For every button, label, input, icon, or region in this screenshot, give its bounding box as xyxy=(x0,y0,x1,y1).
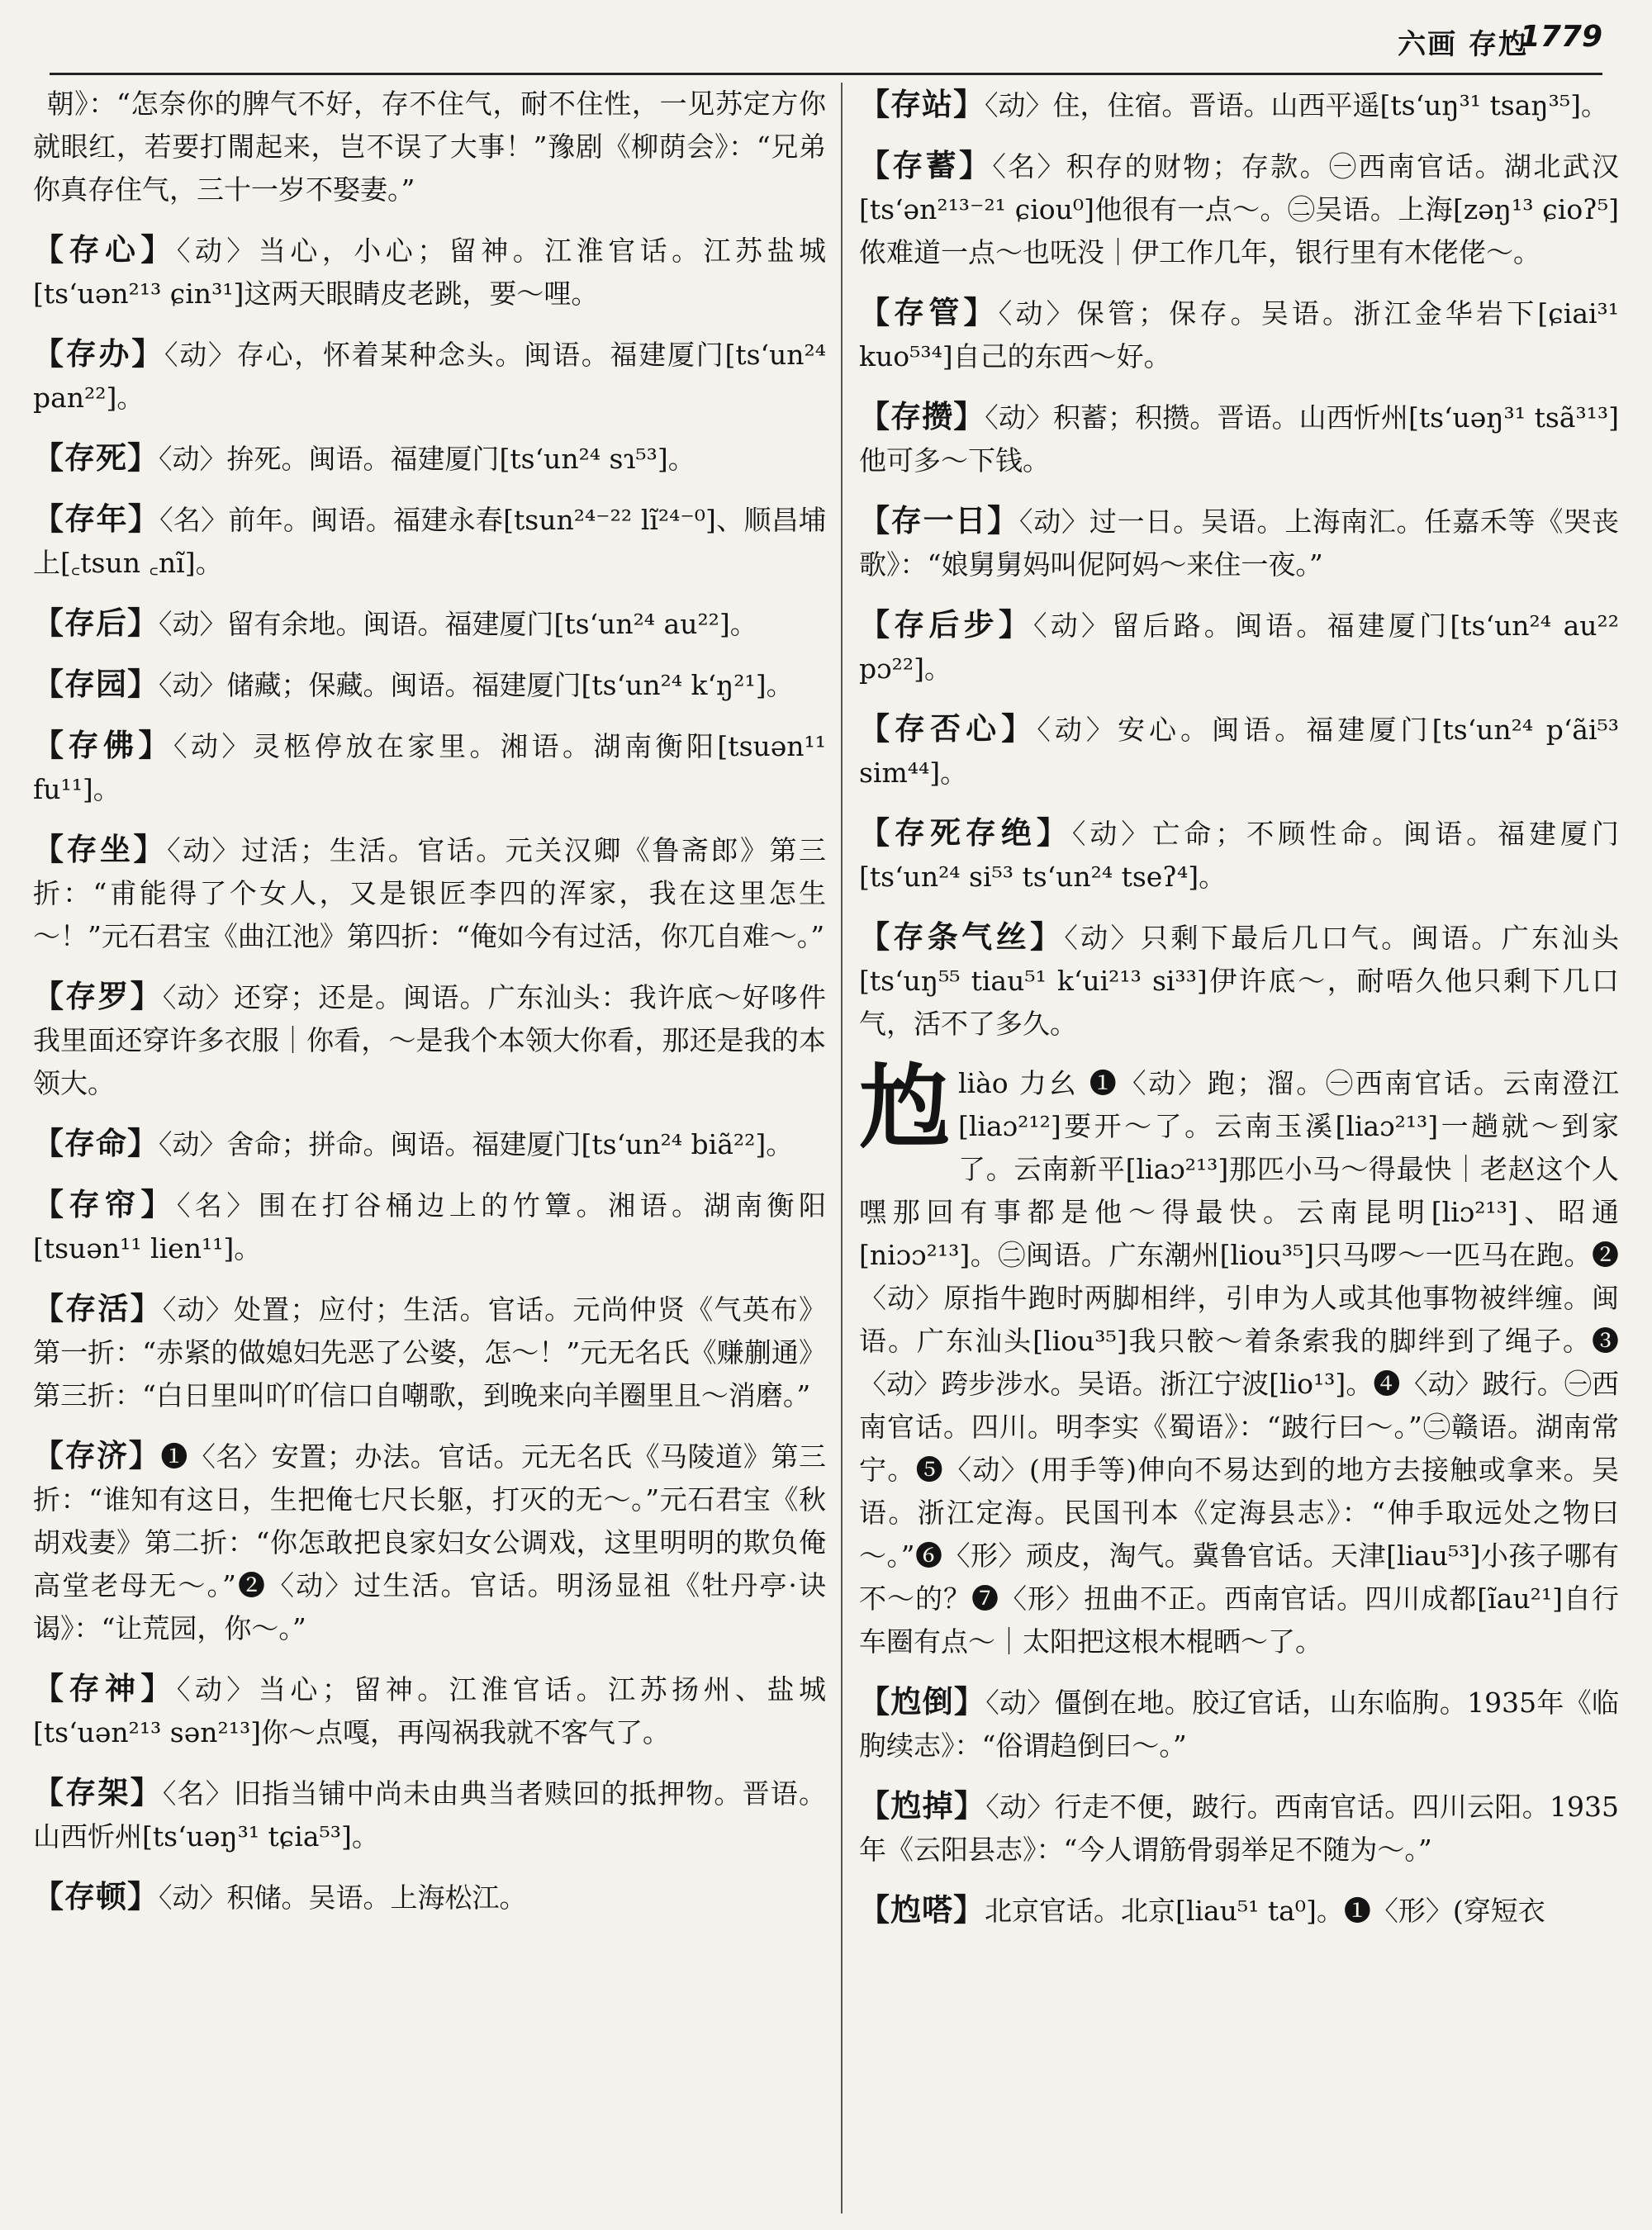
dictionary-entry xyxy=(33,1183,826,1270)
entry-headword: 【存架】 xyxy=(33,1774,163,1810)
entry-text: 〈动〉灵柩停放在家里。湘语。湖南衡阳[tsuən¹¹ fu¹¹]。 xyxy=(33,730,827,805)
dictionary-entry xyxy=(33,1434,826,1650)
entry-headword: 【尥掉】 xyxy=(859,1787,986,1824)
entry-headword: 【尥倒】 xyxy=(859,1683,986,1720)
entry-text: 〈动〉行走不便，跛行。西南官话。四川云阳。1935年《云阳县志》：“今人谓筋骨弱举足不随为～。” xyxy=(859,1791,1619,1866)
entry-headword: 【存站】 xyxy=(859,86,985,122)
dictionary-entry xyxy=(859,291,1619,378)
dictionary-entry xyxy=(859,707,1619,795)
entry-text: 〈动〉保管；保存。吴语。浙江金华岩下[ɕiai³¹ kuo⁵³⁴]自己的东西～好。 xyxy=(859,297,1619,372)
entry-headword: 【存济】 xyxy=(33,1437,161,1473)
entry-text: 〈动〉当心，小心；留神。江淮官话。江苏盐城[ts‘uən²¹³ ɕin³¹]这两天眼睛皮老跳，要～哩。 xyxy=(33,235,827,310)
entry-text: 〈动〉亡命；不顾性命。闽语。福建厦门[ts‘un²⁴ si⁵³ ts‘un²⁴ tseʔ⁴]。 xyxy=(859,818,1620,893)
entry-headword: 【存神】 xyxy=(33,1670,177,1706)
entry-text: 〈动〉留有余地。闽语。福建厦门[ts‘un²⁴ au²²]。 xyxy=(159,608,757,640)
entry-text: 朝》：“怎奈你的脾气不好，存不住气，耐不住性，一见苏定方你就眼红，若要打閙起来，岂不误了大事！”豫剧《柳荫会》：“兄弟你真存住气，三十一岁不娶妻。” xyxy=(33,88,826,206)
entry-text: 〈动〉存心，怀着某种念头。闽语。福建厦门[ts‘un²⁴ pan²²]。 xyxy=(33,339,826,414)
dictionary-entry xyxy=(33,83,826,211)
running-head: 六画 存尥 xyxy=(1398,28,1528,61)
dictionary-entry xyxy=(33,662,826,707)
entry-text: 〈名〉积存的财物；存款。㊀西南官话。湖北武汉[ts‘ən²¹³⁻²¹ ɕiou⁰]他很有一点～。㊁吴语。上海[zəŋ¹³ ɕioʔ⁵]侬难道一点～也呒没｜伊工作几年，银行里有木佬佬～。 xyxy=(859,150,1620,268)
entry-headword: 【存命】 xyxy=(33,1125,159,1161)
entry-text: 〈动〉僵倒在地。胶辽官话，山东临朐。1935年《临朐续志》：“俗谓趋倒曰～。” xyxy=(859,1687,1619,1762)
dictionary-entry xyxy=(859,603,1619,690)
dictionary-entry xyxy=(33,436,826,481)
dictionary-entry xyxy=(33,724,826,811)
main-character: 尥 xyxy=(859,1054,950,1160)
entry-text: liào 力幺 ❶〈动〉跑；溜。㊀西南官话。云南澄江[liaɔ²¹²]要开～了。云南玉溪[liaɔ²¹³]一趟就～到家了。云南新平[liaɔ²¹³]那匹小马～得最快｜老赵这个人嘿那回有事都是他～得最快。云南昆明[liɔ²¹³]、昭通[niɔɔ²¹³]。㊁闽语。广东潮州[liou³⁵]只马啰～一匹马在跑。❷〈动〉原指牛跑时两脚相绊，引申为人或其他事物被绊缠。闽语。广东汕头[liou³⁵]我只骹～着条索我的脚绊到了绳子。❸〈动〉跨步涉水。吴语。浙江宁波[lio¹³]。❹〈动〉跛行。㊀西南官话。四川。明李实《蜀语》：“跛行曰～。”㊁赣语。湖南常宁。❺〈动〉(用手等)伸向不易达到的地方去接触或拿来。吴语。浙江定海。民国刊本《定海县志》：“伸手取远处之物曰～。”❻〈形〉顽皮，淘气。冀鲁官话。天津[liau⁵³]小孩子哪有不～的？❼〈形〉扭曲不正。西南官话。四川成都[ĩau²¹]自行车圈有点～｜太阳把这根木棍晒～了。 xyxy=(859,1067,1619,1658)
entry-text: 〈动〉当心；留神。江淮官话。江苏扬州、盐城[ts‘uən²¹³ sən²¹³]你～点嘎，再闯祸我就不客气了。 xyxy=(33,1673,827,1748)
entry-text: 北京官话。北京[liau⁵¹ ta⁰]。❶〈形〉(穿短衣 xyxy=(985,1895,1545,1927)
dictionary-entry xyxy=(859,395,1619,482)
dictionary-entry xyxy=(33,1122,826,1166)
entry-headword: 【存顿】 xyxy=(33,1878,159,1914)
dictionary-entry xyxy=(859,811,1619,899)
dictionary-entry xyxy=(33,828,826,958)
main-character-entry xyxy=(859,1054,1619,1663)
dictionary-entry xyxy=(33,601,826,646)
entry-headword: 【存办】 xyxy=(33,335,164,372)
entry-text: 〈动〉安心。闽语。福建厦门[ts‘un²⁴ p‘ãi⁵³ sim⁴⁴]。 xyxy=(859,714,1619,789)
entry-text: 〈动〉过活；生活。官话。元关汉卿《鲁斋郎》第三折：“甫能得了个女人，又是银匠李四的浑家，我在这里怎生～！”元石君宝《曲江池》第四折：“俺如今有过活，你兀自难～。” xyxy=(33,834,827,952)
entry-headword: 【存条气丝】 xyxy=(859,918,1065,955)
column-divider xyxy=(841,83,843,2213)
entry-headword: 【存否心】 xyxy=(859,710,1037,747)
dictionary-entry xyxy=(859,499,1619,586)
entry-text: 〈动〉积蓄；积攒。晋语。山西忻州[ts‘uəŋ³¹ tsã³¹³]他可多～下钱。 xyxy=(859,401,1620,477)
dictionary-entry xyxy=(859,1888,1619,1933)
entry-headword: 【存后步】 xyxy=(859,606,1034,643)
entry-text: 〈动〉积储。吴语。上海松江。 xyxy=(159,1881,527,1914)
entry-text: ❶〈名〉安置；办法。官话。元无名氏《马陵道》第三折：“谁知有这日，生把俺七尺长躯，打灭的无～。”元石君宝《秋胡戏妻》第二折：“你怎敢把良家妇女公调戏，这里明明的欺负俺高堂老母无～。”❷〈动〉过生活。官话。明汤显祖《牡丹亭·诀谒》：“让荒园，你～。” xyxy=(33,1440,827,1644)
entry-headword: 【存死存绝】 xyxy=(859,814,1072,851)
dictionary-entry xyxy=(33,975,826,1105)
entry-headword: 【存攒】 xyxy=(859,398,985,434)
entry-headword: 【存后】 xyxy=(33,605,159,641)
dictionary-entry xyxy=(33,1287,826,1417)
entry-headword: 【存管】 xyxy=(859,294,999,330)
dictionary-entry xyxy=(859,1784,1619,1872)
dictionary-entry xyxy=(859,83,1619,127)
dictionary-entry xyxy=(33,1875,826,1919)
entry-text: 〈动〉拚死。闽语。福建厦门[ts‘un²⁴ sɿ⁵³]。 xyxy=(159,443,695,475)
dictionary-entry xyxy=(859,144,1619,274)
entry-text: 〈动〉储藏；保藏。闽语。福建厦门[ts‘un²⁴ k‘ŋ²¹]。 xyxy=(159,669,794,701)
dictionary-entry xyxy=(33,497,826,585)
entry-text: 〈动〉过一日。吴语。上海南汇。任嘉禾等《哭丧歌》：“娘舅舅妈叫伲阿妈～来住一夜。” xyxy=(859,505,1620,581)
entry-headword: 【存死】 xyxy=(33,439,159,476)
entry-headword: 【存年】 xyxy=(33,501,160,537)
dictionary-entry xyxy=(33,332,826,420)
entry-text: 〈动〉处置；应付；生活。官话。元尚仲贤《气英布》第一折：“赤紧的做媳妇先恶了公婆，怎～！”元无名氏《赚蒯通》第三折：“白日里叫吖吖信口自嘲歌，到晚来向羊圈里且～消磨。” xyxy=(33,1293,827,1412)
entry-text: 〈名〉旧指当铺中尚未由典当者赎回的抵押物。晋语。山西忻州[ts‘uəŋ³¹ tɕia⁵³]。 xyxy=(33,1777,827,1853)
entry-text: 〈动〉住，住宿。晋语。山西平遥[ts‘uŋ³¹ tsaŋ³⁵]。 xyxy=(985,89,1608,121)
entry-headword: 【存佛】 xyxy=(33,727,173,763)
entry-text: 〈名〉前年。闽语。福建永春[tsun²⁴⁻²² lĩ²⁴⁻⁰]、顺昌埔上[꜀tsun ꜀nĩ]。 xyxy=(33,504,826,579)
entry-headword: 【存帘】 xyxy=(33,1186,177,1222)
entry-text: 〈名〉围在打谷桶边上的竹簟。湘语。湖南衡阳[tsuən¹¹ lien¹¹]。 xyxy=(33,1189,827,1264)
dictionary-entry xyxy=(859,915,1619,1046)
entry-headword: 【存心】 xyxy=(33,231,177,268)
dictionary-entry xyxy=(33,1667,826,1754)
entry-text: 〈动〉还穿；还是。闽语。广东汕头：我许底～好哆件我里面还穿许多衣服｜你看，～是我个本领大你看，那还是我的本领大。 xyxy=(33,981,827,1099)
dictionary-entry xyxy=(33,1771,826,1858)
right-column xyxy=(859,83,1619,2213)
entry-headword: 【存蓄】 xyxy=(859,147,993,183)
page-number: 1779 xyxy=(1519,20,1602,54)
dictionary-entry xyxy=(33,228,826,316)
entry-headword: 【存园】 xyxy=(33,666,159,702)
left-column xyxy=(33,83,826,2213)
entry-text: 〈动〉只剩下最后几口气。闽语。广东汕头[ts‘uŋ⁵⁵ tiau⁵¹ k‘ui²¹³ si³³]伊许底～，耐唔久他只剩下几口气，活不了多久。 xyxy=(859,922,1619,1040)
entry-headword: 【存一日】 xyxy=(859,502,1019,539)
entry-text: 〈动〉留后路。闽语。福建厦门[ts‘un²⁴ au²² pɔ²²]。 xyxy=(859,610,1620,685)
entry-headword: 【存坐】 xyxy=(33,831,168,867)
page-header xyxy=(50,15,1602,75)
entry-headword: 【尥嗒】 xyxy=(859,1891,985,1928)
entry-text: 〈动〉舍命；拼命。闽语。福建厦门[ts‘un²⁴ biã²²]。 xyxy=(159,1128,794,1160)
entry-headword: 【存罗】 xyxy=(33,978,163,1014)
dictionary-entry xyxy=(859,1680,1619,1767)
entry-headword: 【存活】 xyxy=(33,1290,163,1326)
